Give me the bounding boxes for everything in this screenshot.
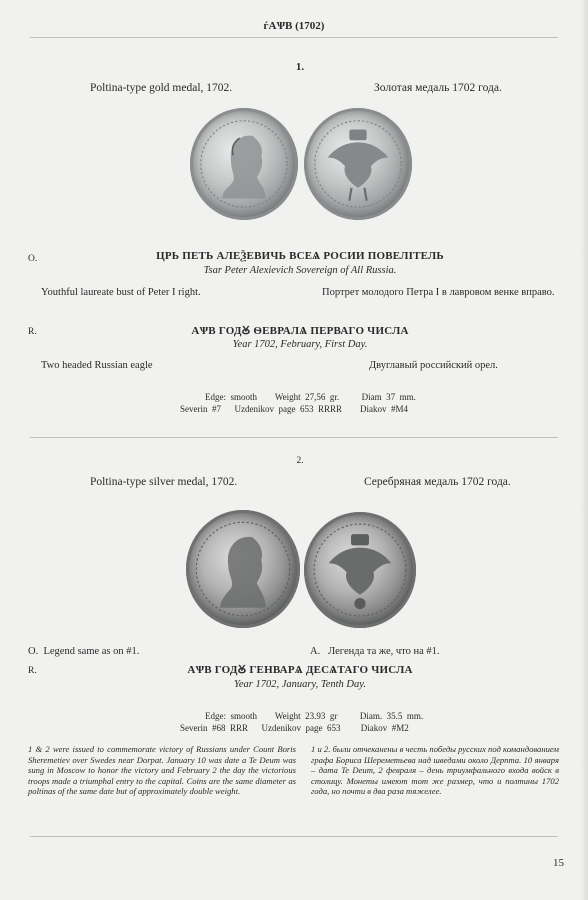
- page-edge: [580, 0, 588, 900]
- double-eagle-icon: [304, 512, 416, 628]
- obverse-line-ru: А. Легенда та же, что на #1.: [310, 646, 440, 657]
- obverse-line-en: O. Legend same as on #1.: [28, 646, 140, 657]
- obverse-marker: O.: [28, 254, 38, 264]
- medal-obverse-image: [190, 108, 298, 220]
- reverse-translation: Year 1702, February, First Day.: [232, 339, 368, 350]
- laureate-bust-icon: [190, 108, 298, 220]
- medal-reverse-image: [304, 108, 412, 220]
- obverse-legend: ЦРЬ ПЕТЬ АЛЕѮЕВИЧЬ ВСЕѦ РОСИИ ПОВЕЛІТЕЛЬ: [156, 250, 444, 262]
- medal-obverse-image: [186, 510, 300, 628]
- header-rule: [30, 37, 558, 38]
- medal-specs-line1: Edge: smooth Weight 27,56 gr. Diam 37 mm.: [205, 392, 416, 402]
- page-number: 15: [553, 857, 564, 869]
- medal-reverse-image: [304, 512, 416, 628]
- medal-title-ru: Золотая медаль 1702 года.: [374, 82, 502, 94]
- medal-title-en: Poltina-type gold medal, 1702.: [90, 82, 233, 94]
- obverse-description-en: Youthful laureate bust of Peter I right.: [41, 287, 201, 298]
- medal-title-ru: Серебряная медаль 1702 года.: [364, 476, 511, 488]
- running-header: ѓАѰВ (1702): [263, 20, 325, 32]
- obverse-description-ru: Портрет молодого Петра I в лавровом венке вправо.: [322, 287, 555, 298]
- obverse-translation: Tsar Peter Alexievich Sovereign of All Russia.: [203, 265, 397, 276]
- medal-number: 1.: [295, 61, 305, 73]
- reverse-legend: АѰВ ГОДꙊ ГЕНВАРѦ ДЕСѦТАГО ЧИСЛА: [187, 664, 413, 676]
- double-eagle-icon: [304, 108, 412, 220]
- reverse-description-ru: Двуглавый российский орел.: [369, 360, 498, 371]
- laureate-bust-icon: [186, 510, 300, 628]
- reverse-legend: АѰВ ГОДꙊ ѲЕВРАЛѦ ПЕРВАГО ЧИСЛА: [191, 325, 409, 337]
- reverse-translation: Year 1702, January, Tenth Day.: [234, 679, 366, 690]
- reverse-description-en: Two headed Russian eagle: [41, 360, 153, 371]
- reverse-marker: R.: [28, 666, 37, 676]
- section-rule: [30, 437, 558, 438]
- historical-note-ru: 1 и 2. были отчеканены в честь победы русских под командованием графа Бориса Шереметьева над шведами около Дерпта. 10 января – дата Te Deum, 2 февраля – день триумфального входа войск в столицу. Монеты имеют тот же размер, что и полтины 1702 года, но почти в два раза тяжелее.: [311, 744, 559, 797]
- historical-note-en: 1 & 2 were issued to commemorate victory of Russians under Count Boris Sheremetiev over Swedes near Dorpat. January 10 was date a Te Deum was sung in Moscow to honor the victory and February 2 the day the victorious troops made a triumphal entry to the capital. Coins are the same diameter as poltinas of the same date but of approximately double weight.: [28, 744, 296, 797]
- medal-specs-line2: Severin #68 RRR Uzdenikov page 653 Diakov #M2: [180, 723, 409, 733]
- reverse-marker: R.: [28, 327, 37, 337]
- medal-title-en: Poltina-type silver medal, 1702.: [90, 476, 238, 488]
- medal-specs-line1: Edge: smooth Weight 23.93 gr Diam. 35.5 mm.: [205, 711, 424, 721]
- footer-rule: [30, 836, 558, 837]
- medal-specs-line2: Severin #7 Uzdenikov page 653 RRRR Diakov #M4: [180, 404, 408, 414]
- medal-number: 2.: [296, 456, 304, 466]
